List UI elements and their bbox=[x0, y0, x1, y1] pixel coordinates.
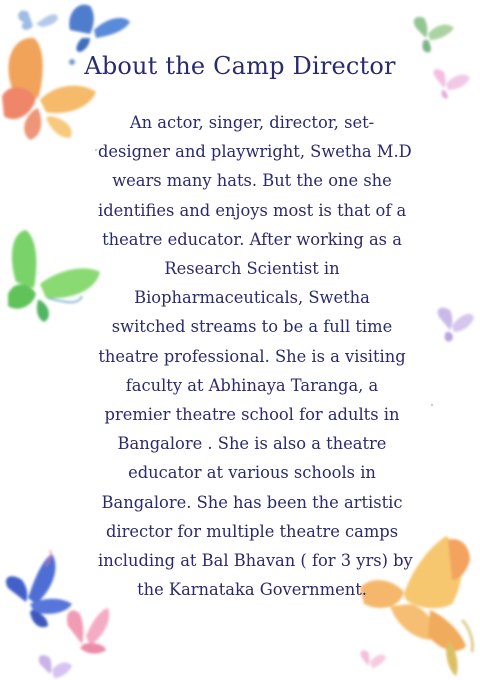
bio-line: Biopharmaceuticals, Swetha bbox=[134, 288, 370, 308]
butterfly-icon bbox=[39, 655, 72, 678]
bio-line: Bangalore . She is also a theatre bbox=[117, 434, 387, 454]
bio-line: Research Scientist in bbox=[164, 259, 340, 279]
butterfly-icon bbox=[8, 230, 100, 322]
bio-line: designer and playwright, Swetha M.D bbox=[98, 142, 412, 162]
bio-line: Bangalore. She has been the artistic bbox=[101, 492, 403, 512]
butterfly-icon bbox=[414, 17, 454, 52]
butterfly-icon bbox=[18, 11, 58, 30]
bio-line: educator at various schools in bbox=[128, 463, 376, 483]
bio-line: director for multiple theatre camps bbox=[105, 521, 399, 541]
bio-line: identifies and enjoys most is that of a bbox=[98, 200, 407, 220]
bio-line: wears many hats. But the one she bbox=[112, 171, 392, 191]
bio-line: An actor, singer, director, set- bbox=[129, 113, 375, 132]
bio-line: the Karnataka Government. bbox=[137, 580, 367, 600]
butterfly-icon bbox=[67, 608, 109, 654]
bio-line: switched streams to be a full time bbox=[111, 317, 393, 337]
butterfly-icon bbox=[6, 550, 72, 627]
director-bio bbox=[98, 108, 413, 604]
page-title: About the Camp Director bbox=[84, 52, 396, 80]
bio-line: faculty at Abhinaya Taranga, a bbox=[125, 375, 379, 395]
butterfly-icon bbox=[438, 308, 474, 342]
butterfly-icon bbox=[360, 650, 386, 668]
bio-line: theatre educator. After working as a bbox=[102, 229, 402, 249]
bio-line: premier theatre school for adults in bbox=[104, 405, 400, 425]
bio-line: theatre professional. She is a visiting bbox=[98, 346, 406, 366]
bio-line: including at Bal Bhavan ( for 3 yrs) by bbox=[98, 551, 413, 571]
